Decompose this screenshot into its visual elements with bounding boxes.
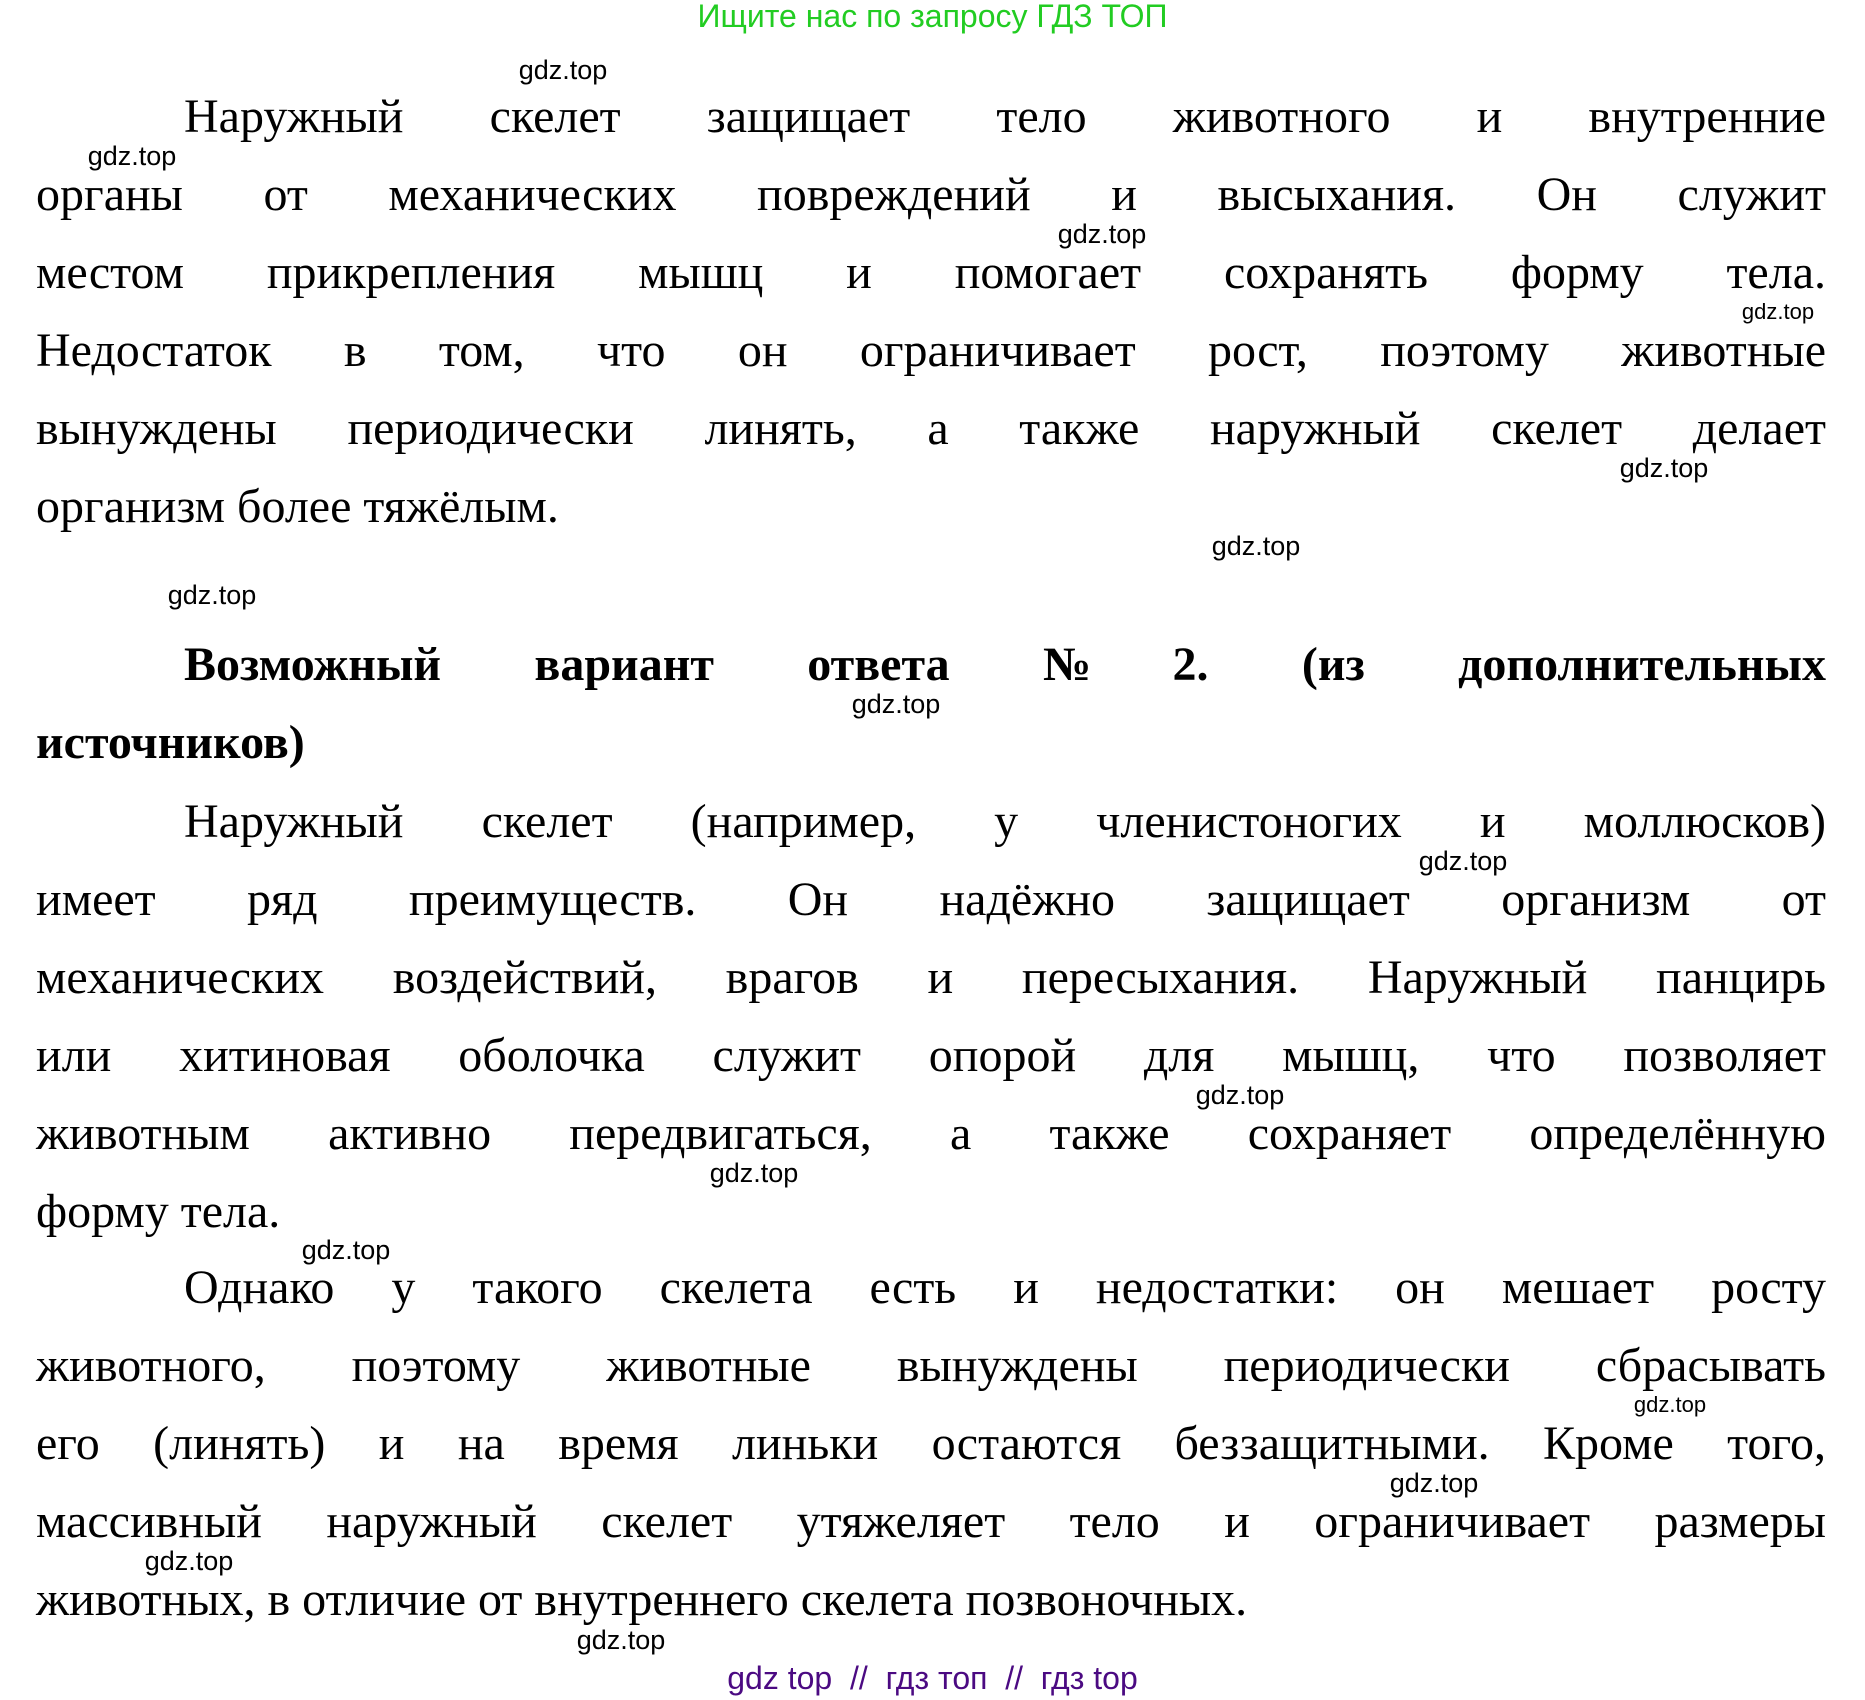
text-line: Недостаток в том, что он ограничивает рост, поэтому животные (36, 324, 1826, 377)
text-line: животным активно передвигаться, а также сохраняет определённую (36, 1107, 1826, 1160)
watermark: gdz.top (1389, 1468, 1479, 1498)
text-line: местом прикрепления мышц и помогает сохранять форму тела. (36, 246, 1826, 299)
text-line: Наружный скелет защищает тело животного и внутренние (184, 90, 1826, 143)
watermark: gdz.top (576, 1625, 666, 1655)
watermark: gdz.top (301, 1235, 391, 1265)
text-line: органы от механических повреждений и высыхания. Он служит (36, 168, 1826, 221)
heading-line: Возможный вариант ответа №2. (из дополнительных (184, 638, 1826, 691)
text-line: форму тела. (36, 1185, 281, 1238)
text-line: животного, поэтому животные вынуждены периодически сбрасывать (36, 1339, 1826, 1392)
text-line: животных, в отличие от внутреннего скелета позвоночных. (36, 1573, 1248, 1626)
watermark: gdz.top (1195, 1080, 1285, 1110)
watermark: gdz.top (144, 1546, 234, 1576)
text-line: или хитиновая оболочка служит опорой для мышц, что позволяет (36, 1029, 1826, 1082)
text-line: вынуждены периодически линять, а также наружный скелет делает (36, 402, 1826, 455)
text-line: имеет ряд преимуществ. Он надёжно защищает организм от (36, 873, 1826, 926)
watermark: gdz.top (1741, 299, 1815, 324)
text-line: механических воздействий, врагов и пересыхания. Наружный панцирь (36, 951, 1826, 1004)
paragraph-1 (36, 90, 1826, 561)
watermark: gdz.top (1211, 531, 1301, 561)
watermark: gdz.top (87, 141, 177, 171)
watermark: gdz.top (1633, 1392, 1707, 1417)
watermark: gdz.top (167, 580, 257, 610)
text-line: Однако у такого скелета есть и недостатки: он мешает росту (184, 1261, 1826, 1314)
footer-watermark: gdz top // гдз топ // гдз top (727, 1660, 1138, 1696)
watermark: gdz.top (1418, 846, 1508, 876)
text-line: Наружный скелет (например, у членистоногих и моллюсков) (184, 795, 1826, 848)
paragraph-2 (36, 795, 1826, 1266)
watermark: gdz.top (518, 55, 608, 85)
heading-line: источников) (36, 716, 305, 769)
top-banner: Ищите нас по запросу ГДЗ ТОП (697, 0, 1168, 34)
text-line: массивный наружный скелет утяжеляет тело и ограничивает размеры (36, 1495, 1826, 1548)
text-line: организм более тяжёлым. (36, 480, 559, 533)
paragraph-3 (36, 1261, 1826, 1654)
watermark: gdz.top (851, 689, 941, 719)
watermark: gdz.top (1619, 453, 1709, 483)
text-line: его (линять) и на время линьки остаются беззащитными. Кроме того, (36, 1417, 1826, 1470)
answer-heading (36, 638, 1826, 797)
watermark: gdz.top (1057, 219, 1147, 249)
watermark: gdz.top (709, 1158, 799, 1188)
